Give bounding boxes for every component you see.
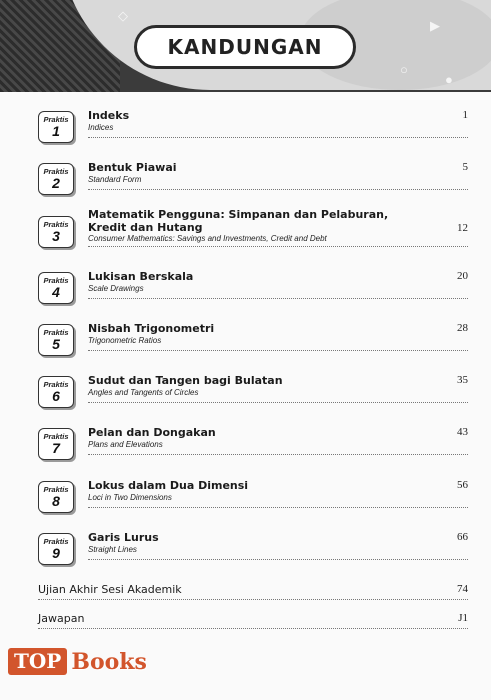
watermark-books: Books [71,648,147,675]
entry-page: 66 [457,531,468,543]
entry-page: J1 [458,612,468,624]
triangle-icon: ▶ [430,18,440,33]
entry-page: 56 [457,479,468,491]
dotted-leader [38,628,468,629]
dotted-leader [88,189,468,190]
entry-page: 1 [462,109,468,121]
entry-title: Bentuk Piawai [88,161,177,174]
dotted-leader [88,137,468,138]
circle-icon: ○ [400,62,408,77]
entry-subtitle: Loci in Two Dimensions [88,493,172,502]
toc-entry-7[interactable] [38,424,468,460]
toc-entry-3[interactable] [38,206,468,250]
dotted-leader [88,350,468,351]
entry-page: 12 [457,222,468,234]
entry-title: Jawapan [38,612,85,625]
entry-subtitle: Scale Drawings [88,284,144,293]
toc-entry-8[interactable] [38,477,468,513]
entry-subtitle: Standard Form [88,175,142,184]
entry-subtitle: Plans and Elevations [88,440,163,449]
entry-page: 43 [457,426,468,438]
entry-title: Matematik Pengguna: Simpanan dan Pelaburan, Kredit dan Hutang [88,208,389,234]
page-title: KANDUNGAN [167,35,323,59]
toc-entry-9[interactable] [38,529,468,565]
praktis-badge: Praktis 9 [38,533,74,565]
page-title-pill [134,25,356,69]
dotted-leader [88,559,468,560]
entry-title: Lukisan Berskala [88,270,194,283]
praktis-badge: Praktis 7 [38,428,74,460]
praktis-badge: Praktis 2 [38,163,74,195]
toc-entry-5[interactable] [38,320,468,356]
dotted-leader [88,507,468,508]
entry-title: Nisbah Trigonometri [88,322,215,335]
entry-title: Pelan dan Dongakan [88,426,216,439]
entry-title: Lokus dalam Dua Dimensi [88,479,249,492]
entry-page: 28 [457,322,468,334]
entry-subtitle: Indices [88,123,114,132]
entry-page: 35 [457,374,468,386]
dotted-leader [88,246,468,247]
entry-title: Garis Lurus [88,531,159,544]
toc-entry-2[interactable] [38,159,468,195]
entry-page: 20 [457,270,468,282]
circle-icon: ● [445,72,453,87]
dotted-leader [88,298,468,299]
entry-page: 74 [457,583,468,595]
entry-title: Ujian Akhir Sesi Akademik [38,583,182,596]
entry-subtitle: Trigonometric Ratios [88,336,162,345]
toc-entry-answers[interactable] [38,612,468,632]
toc-entry-6[interactable] [38,372,468,408]
toc-entry-exam[interactable] [38,583,468,603]
entry-subtitle: Angles and Tangents of Circles [88,388,199,397]
toc-entry-1[interactable] [38,107,468,143]
entry-title: Indeks [88,109,130,122]
praktis-badge: Praktis 1 [38,111,74,143]
entry-subtitle: Straight Lines [88,545,137,554]
entry-page: 5 [462,161,468,173]
chevron-right-icon: ◇ [118,8,128,23]
dotted-leader [38,599,468,600]
entry-title: Sudut dan Tangen bagi Bulatan [88,374,283,387]
watermark-top: TOP [8,648,67,675]
topbooks-watermark [8,648,147,675]
header-banner [0,0,491,92]
entry-subtitle: Consumer Mathematics: Savings and Investments, Credit and Debt [88,234,327,243]
praktis-badge: Praktis 8 [38,481,74,513]
praktis-badge: Praktis 5 [38,324,74,356]
praktis-badge: Praktis 6 [38,376,74,408]
dotted-leader [88,454,468,455]
praktis-badge: Praktis 3 [38,216,74,248]
praktis-badge: Praktis 4 [38,272,74,304]
dotted-leader [88,402,468,403]
toc-entry-4[interactable] [38,268,468,304]
